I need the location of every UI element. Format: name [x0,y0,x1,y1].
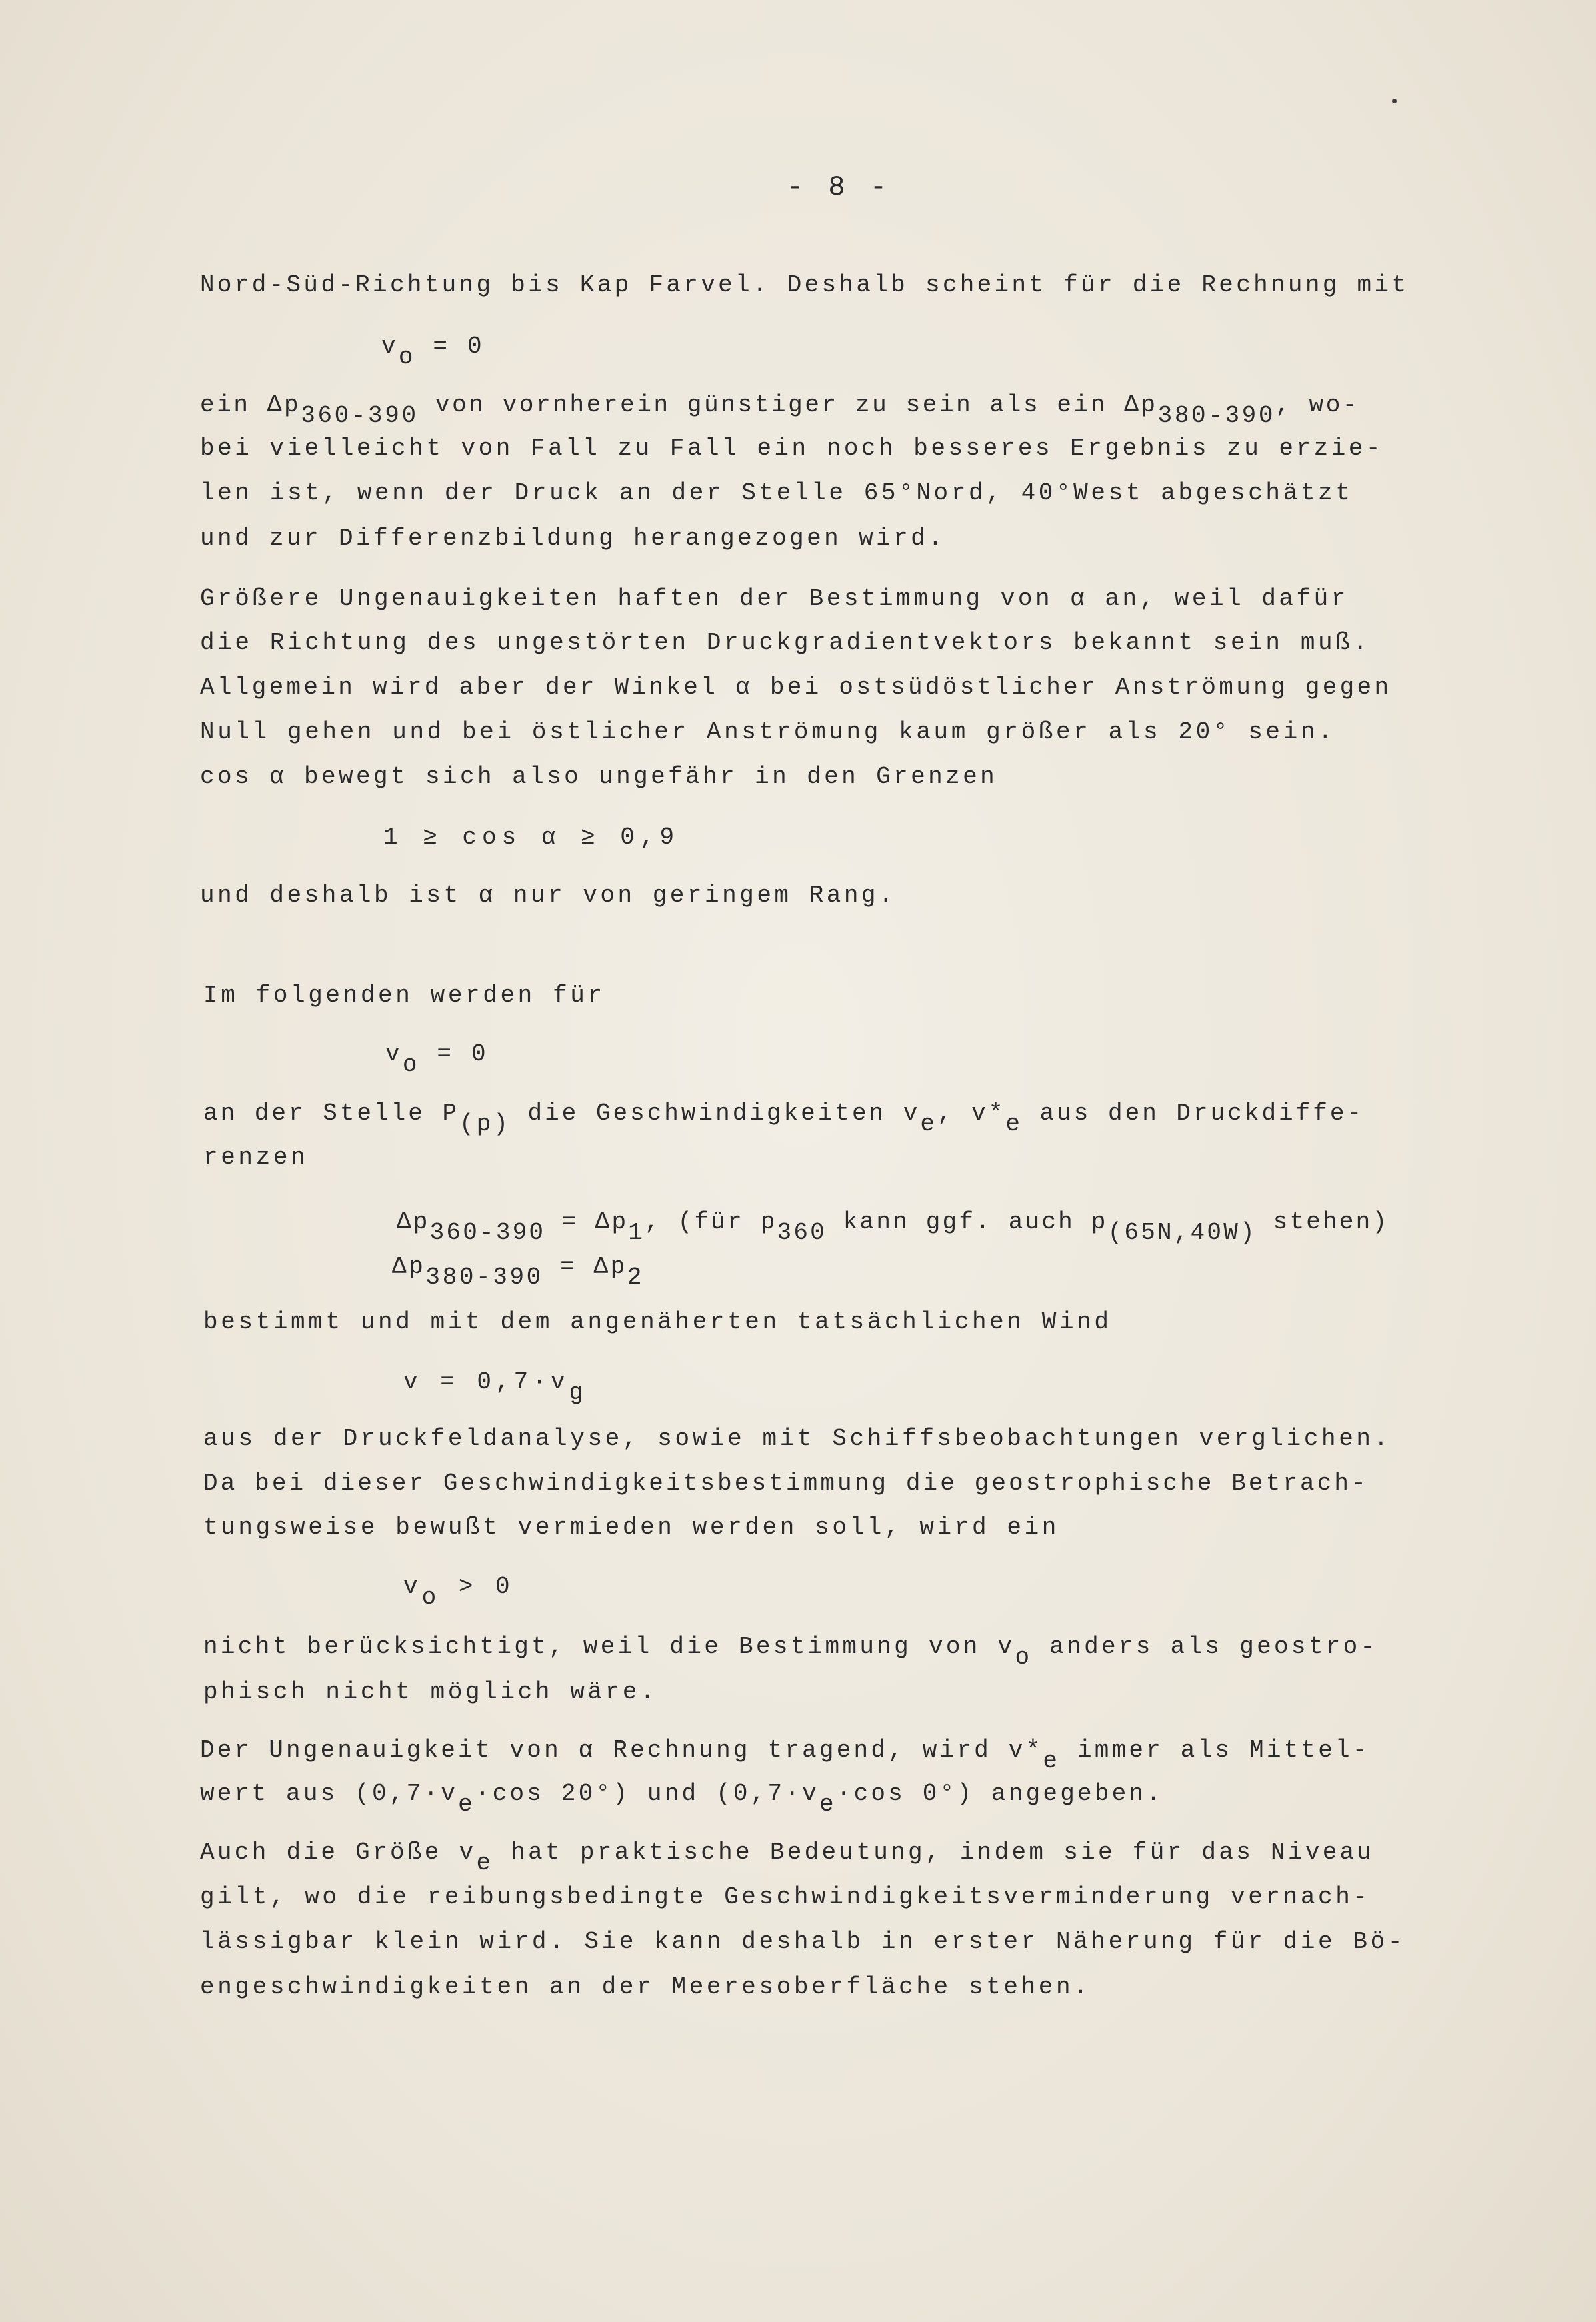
text-line: gilt, wo die reibungsbedingte Geschwindigkeitsverminderung vernach- [200,1883,1371,1911]
text-line: aus der Druckfeldanalyse, sowie mit Schiffsbeobachtungen verglichen. [203,1425,1391,1452]
text-line: len ist, wenn der Druck an der Stelle 65°Nord, 40°West abgeschätzt [200,479,1353,507]
text-line: tungsweise bewußt vermieden werden soll, wird ein [203,1514,1059,1541]
text-line: Allgemein wird aber der Winkel α bei ostsüdöstlicher Anströmung gegen [200,674,1392,701]
text-line: bei vielleicht von Fall zu Fall ein noch besseres Ergebnis zu erzie- [200,435,1384,462]
text-line: lässigbar klein wird. Sie kann deshalb in erster Näherung für die Bö- [200,1928,1406,1955]
formula-line: $v_o = 0$ [385,1040,489,1078]
formula-line: $\Delta p_{380-390} = \Delta p_2$ [392,1253,645,1291]
text-line: phisch nicht möglich wäre. [203,1678,658,1706]
text-line: Nord-Süd-Richtung bis Kap Farvel. Deshalb scheint für die Rechnung mit [200,271,1409,299]
text-line: Da bei dieser Geschwindigkeitsbestimmung die geostrophische Betrach- [203,1470,1369,1497]
text-line: Der Ungenauigkeit von α Rechnung tragend, wird $v*_e$ immer als Mittel- [200,1736,1370,1775]
text-line: renzen [203,1144,309,1171]
text-line: Größere Ungenauigkeiten haften der Bestimmung von α an, weil dafür [200,585,1349,612]
text-line: und zur Differenzbildung herangezogen wird. [200,525,946,552]
text-line: cos α bewegt sich also ungefähr in den Grenzen [200,763,998,790]
formula-line: $v_o = 0$ [381,333,485,371]
formula-line: $\Delta p_{360-390} = \Delta p_1$, (für $p_{360}$ kann ggf. auch $p_{(65N,40W)}$ stehen) [397,1208,1389,1246]
text-line: wert aus ($0,7\cdot v_e\cdot\cos$ 20°) und ($0,7\cdot v_e\cdot\cos$ 0°) angegeben. [200,1780,1164,1818]
text-line: Null gehen und bei östlicher Anströmung kaum größer als 20° sein. [200,718,1336,746]
text-line: Auch die Größe $v_e$ hat praktische Bedeutung, indem sie für das Niveau [200,1839,1375,1877]
text-line: nicht berücksichtigt, weil die Bestimmung von $v_o$ anders als geostro- [203,1633,1378,1671]
text-line: an der Stelle $P_{(p)}$ die Geschwindigkeiten $v_e$, $v*_e$ aus den Druckdiffe- [203,1100,1365,1138]
text-line: und deshalb ist α nur von geringem Rang. [200,882,897,909]
ink-speck [1392,99,1397,103]
formula-line: $v_o > 0$ [403,1573,514,1611]
page-number: - 8 - [787,171,891,203]
text-line: engeschwindigkeiten an der Meeresoberfläche stehen. [200,1973,1091,2001]
text-line: die Richtung des ungestörten Druckgradientvektors bekannt sein muß. [200,629,1371,656]
text-line: Im folgenden werden für [203,982,605,1009]
text-line: bestimmt und mit dem angenäherten tatsächlichen Wind [203,1308,1112,1336]
formula-line: $v = 0,7\cdot v_g$ [403,1368,588,1406]
text-line: ein $\Delta p_{360-390}$ von vornherein günstiger zu sein als ein $\Delta p_{380-390}$, wo- [200,391,1360,429]
formula-line: 1 ≥ cos α ≥ 0,9 [383,824,680,851]
